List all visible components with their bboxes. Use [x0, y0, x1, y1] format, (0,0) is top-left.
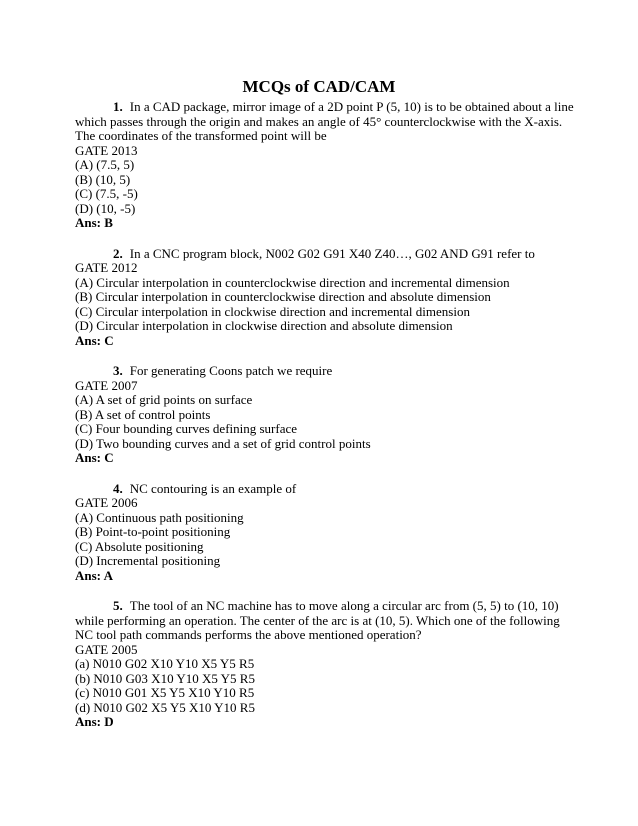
question-5: [75, 599, 575, 730]
option-c: (c) N010 G01 X5 Y5 X10 Y10 R5: [75, 685, 255, 700]
page-title: MCQs of CAD/CAM: [242, 77, 396, 96]
answer-line: [75, 569, 575, 584]
question-list: [75, 100, 575, 746]
question-stem: [75, 100, 575, 144]
question-text: The tool of an NC machine has to move along a circular arc from (5, 5) to (10, 10) while performing an operation. The center of the arc is at (10, 5). Which one of the following NC tool path commands performs the above mentioned operation?: [75, 598, 560, 642]
answer-value: D: [104, 714, 114, 729]
question-stem: [75, 364, 575, 379]
answer-line: [75, 451, 575, 466]
question-2: [75, 247, 575, 349]
answer-line: [75, 216, 575, 231]
question-source: GATE 2012: [75, 260, 138, 275]
option-c: (C) Four bounding curves defining surface: [75, 421, 298, 436]
option-b: (B) (10, 5): [75, 171, 131, 187]
question-source: GATE 2005: [75, 641, 138, 657]
answer-value: B: [104, 215, 113, 230]
option-d: (D) (10, -5): [75, 200, 136, 216]
answer-label: Ans:: [75, 567, 102, 583]
option-b: (b) N010 G03 X10 Y10 X5 Y5 R5: [75, 670, 255, 686]
answer-line: [75, 334, 575, 349]
option-a: (a) N010 G02 X10 Y10 X5 Y5 R5: [75, 656, 255, 671]
question-source: GATE 2007: [75, 377, 138, 393]
answer-value: A: [103, 567, 113, 583]
question-3: [75, 364, 575, 466]
question-stem: [75, 482, 575, 497]
question-number: 4.: [113, 480, 123, 496]
question-number: 1.: [113, 99, 123, 114]
option-a: (A) (7.5, 5): [75, 157, 135, 172]
option-b: (B) Circular interpolation in counterclockwise direction and absolute dimension: [75, 289, 491, 304]
question-text: In a CAD package, mirror image of a 2D point P (5, 10) is to be obtained about a line which passes through the origin and makes an angle of 45° counterclockwise with the X-axis. The coordinates of the transformed point will be: [75, 99, 574, 143]
option-d: (D) Circular interpolation in clockwise direction and absolute dimension: [75, 318, 453, 333]
option-c: (C) Absolute positioning: [75, 538, 204, 554]
option-d: (D) Incremental positioning: [75, 553, 221, 568]
option-d: (D) Two bounding curves and a set of grid control points: [75, 435, 371, 451]
option-a: (A) Continuous path positioning: [75, 509, 244, 525]
option-d: (d) N010 G02 X5 Y5 X10 Y10 R5: [75, 699, 255, 715]
question-number: 3.: [113, 363, 123, 378]
question-source: GATE 2006: [75, 495, 138, 510]
question-text: In a CNC program block, N002 G02 G91 X40 Z40…, G02 AND G91 refer to: [129, 245, 535, 261]
question-text: NC contouring is an example of: [129, 480, 297, 496]
answer-line: [75, 715, 575, 730]
question-source: GATE 2013: [75, 142, 138, 158]
question-number: 5.: [113, 598, 123, 613]
question-number: 2.: [113, 245, 123, 261]
answer-label: Ans:: [75, 215, 102, 230]
option-c: (C) (7.5, -5): [75, 186, 138, 201]
question-4: [75, 482, 575, 584]
question-stem: [75, 599, 575, 643]
option-b: (B) Point-to-point positioning: [75, 524, 231, 539]
question-text: For generating Coons patch we require: [129, 363, 333, 378]
answer-value: C: [104, 450, 114, 465]
answer-label: Ans:: [75, 714, 102, 729]
question-1: [75, 100, 575, 231]
answer-value: C: [104, 332, 114, 348]
option-c: (C) Circular interpolation in clockwise direction and incremental dimension: [75, 303, 470, 319]
question-stem: [75, 247, 575, 262]
answer-label: Ans:: [75, 332, 102, 348]
answer-label: Ans:: [75, 450, 102, 465]
option-a: (A) A set of grid points on surface: [75, 392, 253, 407]
option-a: (A) Circular interpolation in counterclockwise direction and incremental dimension: [75, 274, 510, 290]
option-b: (B) A set of control points: [75, 406, 211, 422]
